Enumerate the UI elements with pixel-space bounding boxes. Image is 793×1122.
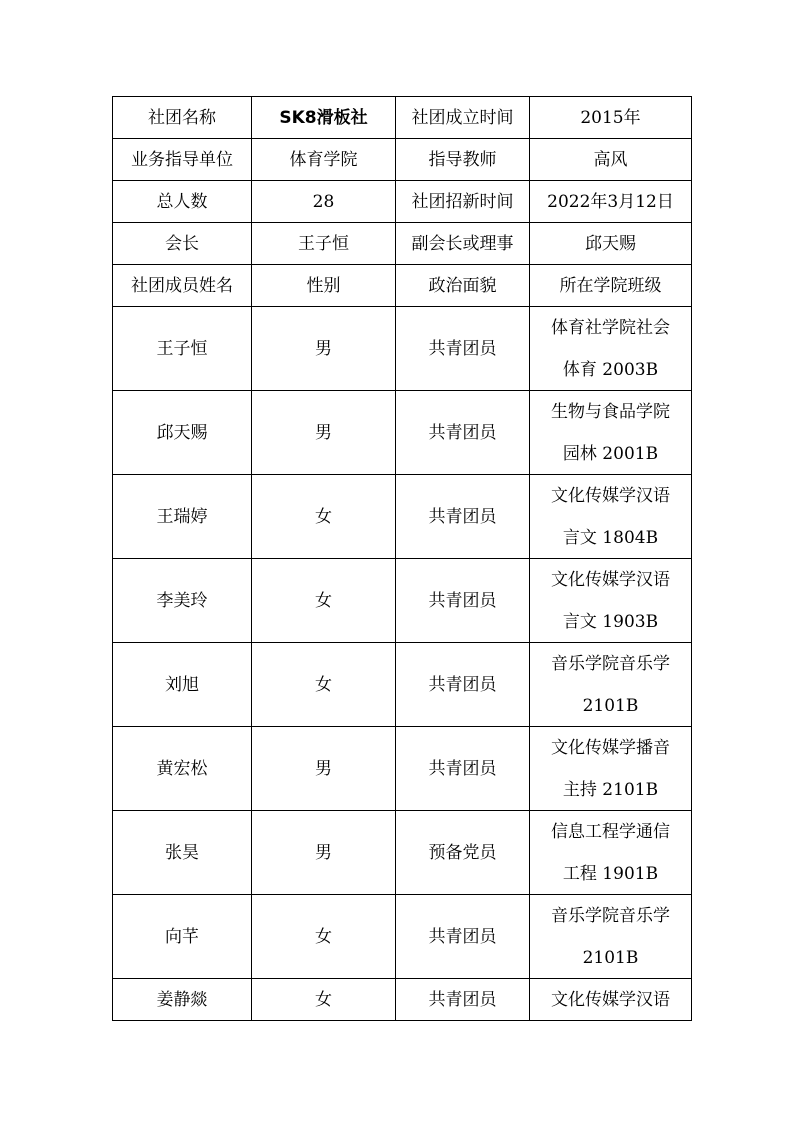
member-class-line2: 园林 2001B xyxy=(562,443,659,464)
member-political: 共青团员 xyxy=(396,895,530,979)
value-vice-president: 邱天赐 xyxy=(530,223,692,265)
value-president: 王子恒 xyxy=(252,223,396,265)
member-class-line2: 言文 1804B xyxy=(562,527,659,548)
member-gender: 女 xyxy=(252,475,396,559)
label-total-members: 总人数 xyxy=(113,181,252,223)
member-class xyxy=(530,307,692,391)
member-row xyxy=(113,727,692,811)
member-gender: 男 xyxy=(252,307,396,391)
member-row xyxy=(113,559,692,643)
header-college-class: 所在学院班级 xyxy=(530,265,692,307)
member-class xyxy=(530,475,692,559)
member-class-line1: 音乐学院音乐学 xyxy=(551,653,670,674)
label-president: 会长 xyxy=(113,223,252,265)
label-club-name: 社团名称 xyxy=(113,97,252,139)
member-name: 向芊 xyxy=(113,895,252,979)
member-name: 李美玲 xyxy=(113,559,252,643)
member-class-line2: 工程 1901B xyxy=(562,863,659,884)
label-guidance-unit: 业务指导单位 xyxy=(113,139,252,181)
member-row xyxy=(113,475,692,559)
header-member-name: 社团成员姓名 xyxy=(113,265,252,307)
member-gender: 男 xyxy=(252,811,396,895)
row-total-members xyxy=(113,181,692,223)
member-name: 黄宏松 xyxy=(113,727,252,811)
member-political: 预备党员 xyxy=(396,811,530,895)
member-class-line1: 文化传媒学汉语 xyxy=(551,569,670,590)
club-info-table xyxy=(112,96,692,1021)
label-recruit-time: 社团招新时间 xyxy=(396,181,530,223)
label-founded: 社团成立时间 xyxy=(396,97,530,139)
member-header-row xyxy=(113,265,692,307)
member-political: 共青团员 xyxy=(396,475,530,559)
member-name: 刘旭 xyxy=(113,643,252,727)
member-political: 共青团员 xyxy=(396,979,530,1021)
member-name: 姜静燚 xyxy=(113,979,252,1021)
member-gender: 女 xyxy=(252,979,396,1021)
member-class-line2: 言文 1903B xyxy=(562,611,659,632)
value-club-name: SK8滑板社 xyxy=(252,97,396,139)
member-class-line2: 体育 2003B xyxy=(562,359,659,380)
member-class-line1: 文化传媒学汉语 xyxy=(551,485,670,506)
label-advisor: 指导教师 xyxy=(396,139,530,181)
member-row xyxy=(113,391,692,475)
member-row xyxy=(113,979,692,1021)
member-gender: 女 xyxy=(252,559,396,643)
label-vice-president: 副会长或理事 xyxy=(396,223,530,265)
member-gender: 女 xyxy=(252,895,396,979)
member-class xyxy=(530,643,692,727)
header-gender: 性别 xyxy=(252,265,396,307)
value-guidance-unit: 体育学院 xyxy=(252,139,396,181)
member-class xyxy=(530,895,692,979)
member-class xyxy=(530,811,692,895)
member-political: 共青团员 xyxy=(396,307,530,391)
member-row xyxy=(113,811,692,895)
member-class xyxy=(530,559,692,643)
row-president xyxy=(113,223,692,265)
member-class-line1: 音乐学院音乐学 xyxy=(551,905,670,926)
value-total-members: 28 xyxy=(252,181,396,223)
member-name: 王瑞婷 xyxy=(113,475,252,559)
value-advisor: 高风 xyxy=(530,139,692,181)
header-political-status: 政治面貌 xyxy=(396,265,530,307)
row-club-name xyxy=(113,97,692,139)
member-class-line2: 2101B xyxy=(582,695,639,716)
member-class-line1: 信息工程学通信 xyxy=(551,821,670,842)
member-class-line2: 主持 2101B xyxy=(562,779,659,800)
member-class-line2: 2101B xyxy=(582,947,639,968)
member-gender: 男 xyxy=(252,727,396,811)
member-class: 文化传媒学汉语 xyxy=(530,979,692,1021)
member-class-line1: 文化传媒学播音 xyxy=(551,737,670,758)
member-name: 王子恒 xyxy=(113,307,252,391)
member-row xyxy=(113,643,692,727)
member-political: 共青团员 xyxy=(396,559,530,643)
member-class xyxy=(530,727,692,811)
member-gender: 男 xyxy=(252,391,396,475)
member-class xyxy=(530,391,692,475)
member-row xyxy=(113,307,692,391)
member-gender: 女 xyxy=(252,643,396,727)
row-guidance-unit xyxy=(113,139,692,181)
member-name: 邱天赐 xyxy=(113,391,252,475)
value-founded: 2015年 xyxy=(530,97,692,139)
member-row xyxy=(113,895,692,979)
value-recruit-time: 2022年3月12日 xyxy=(530,181,692,223)
member-name: 张昊 xyxy=(113,811,252,895)
member-political: 共青团员 xyxy=(396,643,530,727)
member-political: 共青团员 xyxy=(396,391,530,475)
member-class-line1: 生物与食品学院 xyxy=(551,401,670,422)
member-political: 共青团员 xyxy=(396,727,530,811)
member-class-line1: 体育社学院社会 xyxy=(551,317,670,338)
